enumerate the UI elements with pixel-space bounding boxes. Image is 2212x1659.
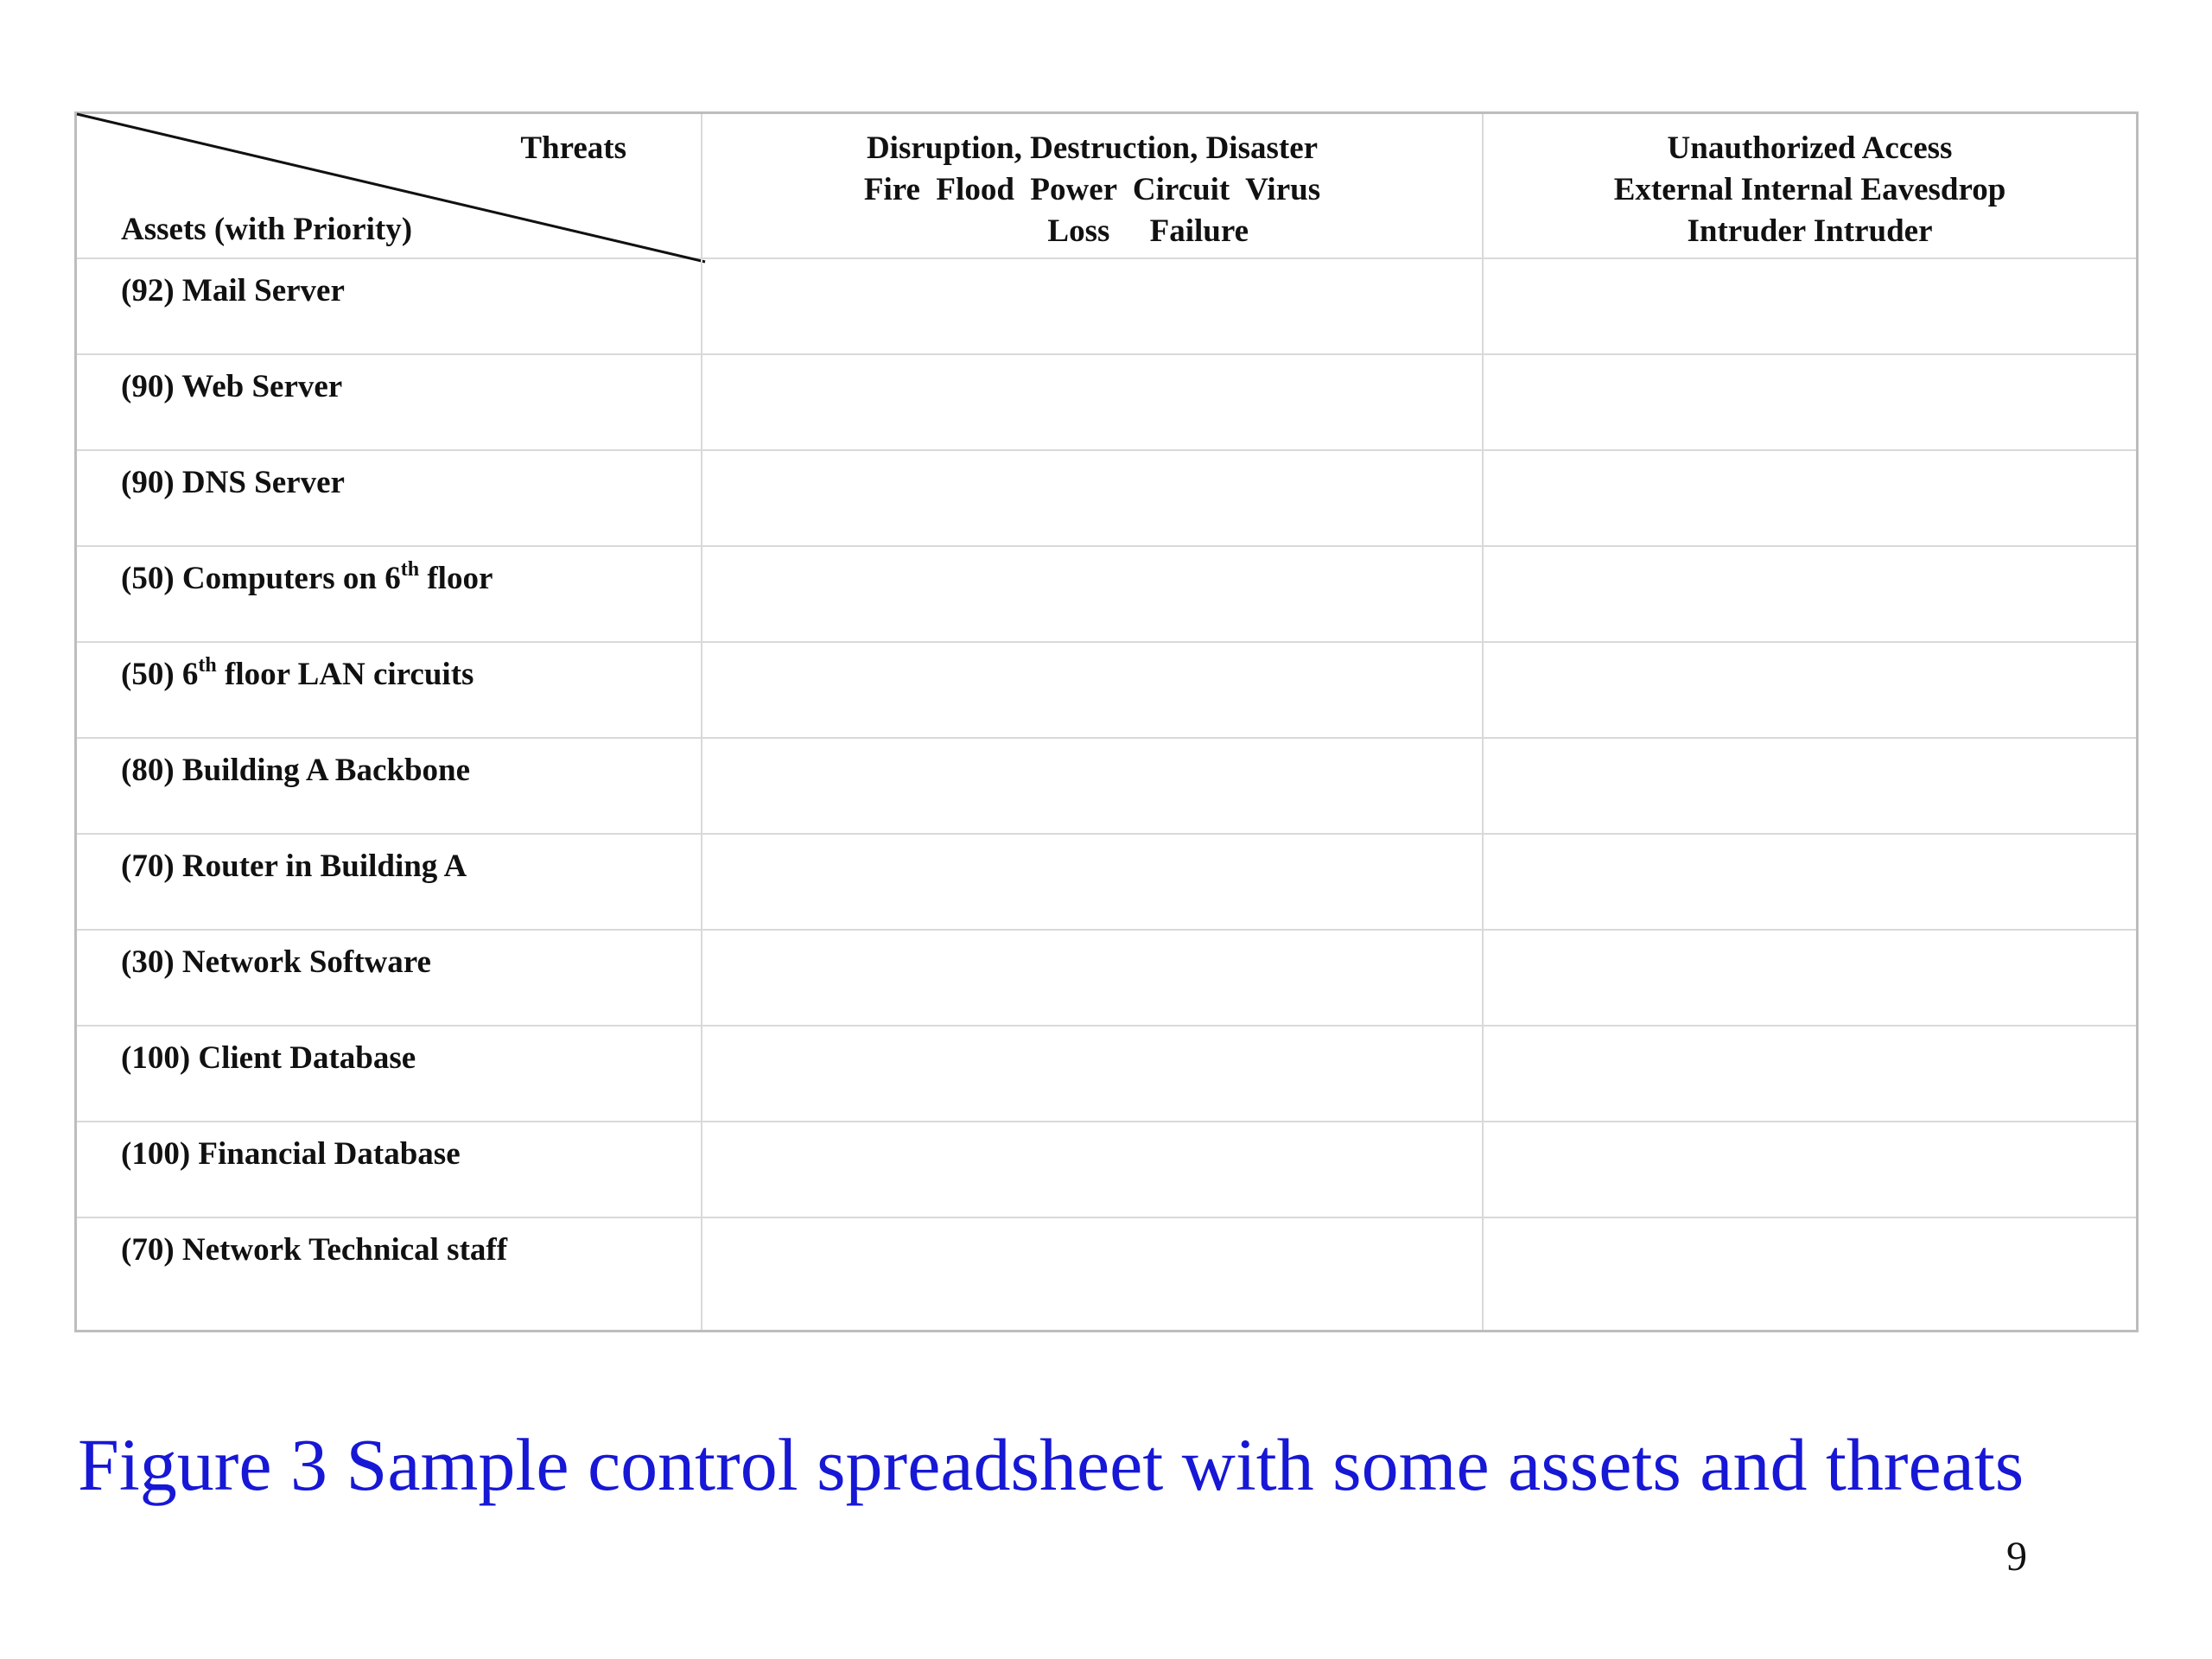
threats-axis-label: Threats [520, 130, 626, 166]
asset-cell [77, 355, 702, 451]
asset-name-start: 6 [181, 657, 199, 692]
asset-priority: (100) [121, 1040, 191, 1076]
asset-name: Building A Backbone [181, 753, 471, 788]
asset-name: Network Software [181, 944, 431, 980]
asset-priority: (70) [121, 849, 175, 884]
asset-cell [77, 451, 702, 547]
ordinal-suffix: th [400, 557, 420, 581]
spreadsheet-grid [77, 114, 2136, 1330]
threat-cell [702, 451, 1484, 547]
asset-cell [77, 931, 702, 1027]
threat-cell [1484, 1122, 2136, 1218]
page-number: 9 [2006, 1534, 2027, 1580]
asset-name-start: Computers on 6 [181, 561, 401, 596]
threat-cell [702, 931, 1484, 1027]
asset-name-end: floor LAN circuits [216, 657, 474, 692]
threat-cell [1484, 835, 2136, 931]
asset-cell [77, 1218, 702, 1330]
threat-cell [702, 643, 1484, 739]
threat-cell [702, 1027, 1484, 1122]
threat-cell [1484, 931, 2136, 1027]
ordinal-suffix: th [198, 653, 217, 677]
asset-priority: (92) [121, 273, 175, 308]
threat-cell [1484, 643, 2136, 739]
asset-name: DNS Server [181, 465, 345, 500]
asset-cell [77, 739, 702, 835]
asset-priority: (100) [121, 1136, 191, 1172]
threat-cell [702, 739, 1484, 835]
threat-cell [702, 1122, 1484, 1218]
column-header-line: Unauthorized Access [1667, 130, 1953, 166]
asset-priority: (80) [121, 753, 175, 788]
asset-priority: (90) [121, 369, 175, 404]
column-header-line: External Internal Eavesdrop [1613, 172, 2006, 207]
asset-cell [77, 1027, 702, 1122]
threat-cell [1484, 547, 2136, 643]
asset-name-end: floor [419, 561, 493, 596]
asset-cell [77, 547, 702, 643]
threat-cell [702, 547, 1484, 643]
column-header-line: Disruption, Destruction, Disaster [866, 130, 1319, 166]
asset-name: Mail Server [181, 273, 345, 308]
threat-cell [702, 355, 1484, 451]
asset-name: Financial Database [198, 1136, 461, 1172]
asset-name: Network Technical staff [181, 1232, 508, 1268]
threat-cell [1484, 739, 2136, 835]
asset-name: Router in Building A [181, 849, 467, 884]
threat-cell [1484, 1027, 2136, 1122]
asset-priority: (90) [121, 465, 175, 500]
assets-axis-label: Assets (with Priority) [121, 212, 413, 247]
asset-cell [77, 643, 702, 739]
asset-priority: (50) [121, 657, 175, 692]
column-header-line: Loss Failure [935, 213, 1249, 249]
asset-priority: (50) [121, 561, 175, 596]
threat-cell [702, 259, 1484, 355]
corner-header-cell [77, 114, 702, 259]
threat-cell [1484, 451, 2136, 547]
asset-priority: (30) [121, 944, 175, 980]
asset-cell [77, 1122, 702, 1218]
figure-caption: Figure 3 Sample control spreadsheet with some assets and threats [78, 1423, 2024, 1506]
control-spreadsheet [74, 111, 2139, 1332]
threat-cell [702, 1218, 1484, 1330]
asset-priority: (70) [121, 1232, 175, 1268]
asset-name: Web Server [181, 369, 343, 404]
threat-cell [1484, 355, 2136, 451]
threat-cell [1484, 1218, 2136, 1330]
threat-cell [1484, 259, 2136, 355]
asset-cell [77, 259, 702, 355]
column-header-disruption [702, 114, 1484, 259]
column-header-line: Intruder Intruder [1687, 213, 1933, 249]
threat-cell [702, 835, 1484, 931]
column-header-line: Fire Flood Power Circuit Virus [863, 172, 1321, 207]
asset-cell [77, 835, 702, 931]
asset-name: Client Database [198, 1040, 416, 1076]
column-header-unauthorized-access [1484, 114, 2136, 259]
